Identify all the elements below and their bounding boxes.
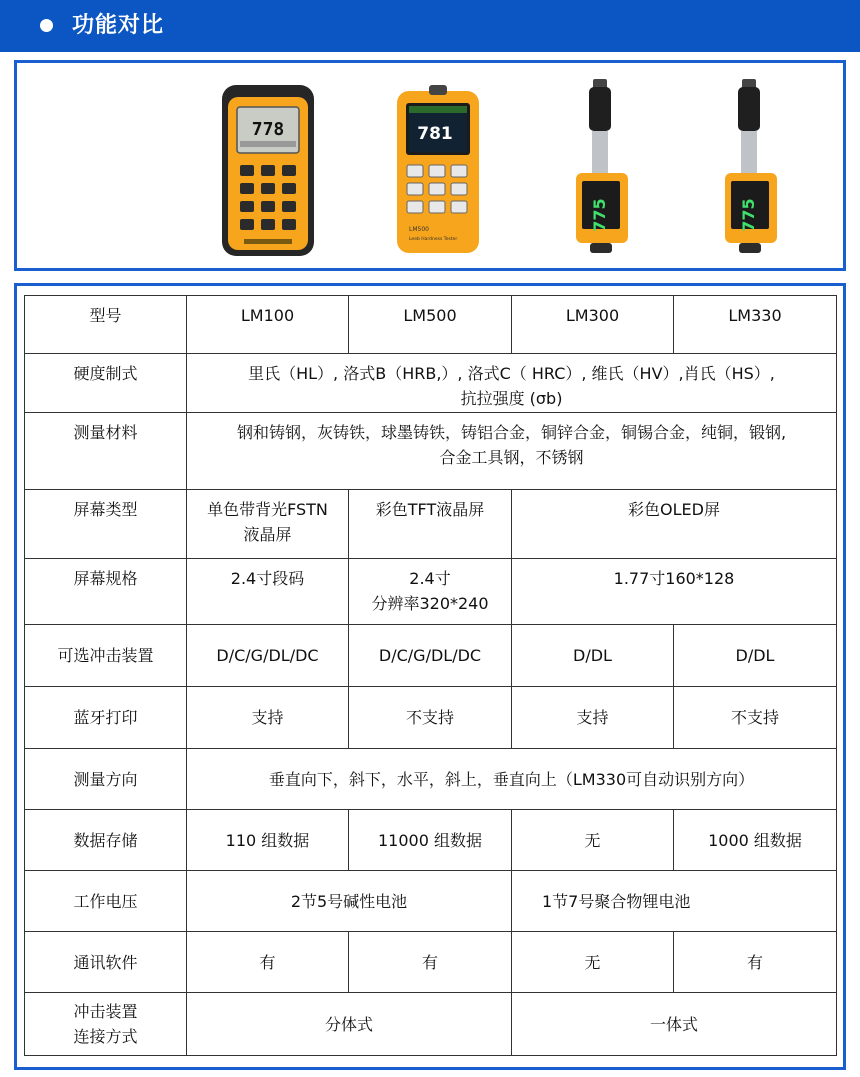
screen-type-cell: 彩色TFT液晶屏 [349, 490, 512, 559]
screen-type-cell: 彩色OLED屏 [512, 490, 837, 559]
direction-cell: 垂直向下，斜下，水平，斜上，垂直向上（LM330可自动识别方向） [187, 749, 837, 810]
screen-spec-cell [349, 559, 512, 625]
row-label-bluetooth: 蓝牙打印 [25, 687, 187, 749]
bluetooth-cell: 支持 [187, 687, 349, 749]
lm100-screen-value: 778 [251, 119, 285, 140]
table-row [25, 490, 837, 559]
row-label-storage: 数据存储 [25, 810, 187, 871]
storage-cell: 110 组数据 [187, 810, 349, 871]
section-header [0, 0, 860, 52]
connection-cell: 分体式 [187, 993, 512, 1056]
voltage-cell: 1节7号聚合物锂电池 [512, 871, 837, 932]
row-label-impact: 可选冲击装置 [25, 625, 187, 687]
connection-cell: 一体式 [512, 993, 837, 1056]
screen-type-cell [187, 490, 349, 559]
bluetooth-cell: 不支持 [349, 687, 512, 749]
product-photo-panel [14, 60, 846, 271]
impact-cell: D/C/G/DL/DC [349, 625, 512, 687]
software-cell: 有 [674, 932, 837, 993]
voltage-cell: 2节5号碱性电池 [187, 871, 512, 932]
screen-spec-cell: 2.4寸段码 [187, 559, 349, 625]
bluetooth-cell: 支持 [512, 687, 674, 749]
row-label-connection [25, 993, 187, 1056]
row-label-screen-spec: 屏幕规格 [25, 559, 187, 625]
table-row [25, 687, 837, 749]
row-label-screen-type: 屏幕类型 [25, 490, 187, 559]
spec-comparison-table [24, 295, 837, 1056]
bluetooth-cell: 不支持 [674, 687, 837, 749]
lm330-device-image [721, 77, 781, 257]
hardness-cell [187, 354, 837, 413]
impact-cell: D/DL [674, 625, 837, 687]
row-label-direction: 测量方向 [25, 749, 187, 810]
lm300-device-image [572, 77, 632, 257]
lm500-label: LM500 [409, 226, 429, 233]
connection-label-line-2: 连接方式 [73, 1027, 138, 1046]
model-cell: LM500 [349, 296, 512, 354]
row-label-material: 测量材料 [25, 413, 187, 490]
screen-spec-cell: 1.77寸160*128 [512, 559, 837, 625]
row-label-software: 通讯软件 [25, 932, 187, 993]
table-row [25, 810, 837, 871]
row-label-model: 型号 [25, 296, 187, 354]
connection-label-line-1: 冲击装置 [73, 1002, 138, 1021]
storage-cell: 11000 组数据 [349, 810, 512, 871]
table-row [25, 625, 837, 687]
lm100-device-image [220, 83, 316, 258]
software-cell: 有 [187, 932, 349, 993]
table-row [25, 993, 837, 1056]
lm500-device-image [395, 85, 481, 255]
screen-spec-line-1: 2.4寸 [409, 569, 451, 588]
model-cell: LM330 [674, 296, 837, 354]
storage-cell: 无 [512, 810, 674, 871]
lm500-sub-label: Leeb Hardness Tester [409, 237, 458, 242]
table-row [25, 871, 837, 932]
material-line-1: 钢和铸钢，灰铸铁，球墨铸铁，铸铝合金，铜锌合金，铜锡合金，纯铜，锻钢, [236, 423, 787, 442]
spec-table-panel [14, 283, 846, 1070]
table-row [25, 559, 837, 625]
bullet-dot-icon [40, 19, 53, 32]
screen-spec-line-2: 分辨率320*240 [371, 594, 489, 613]
model-cell: LM100 [187, 296, 349, 354]
storage-cell: 1000 组数据 [674, 810, 837, 871]
model-cell: LM300 [512, 296, 674, 354]
row-label-voltage: 工作电压 [25, 871, 187, 932]
impact-cell: D/C/G/DL/DC [187, 625, 349, 687]
row-label-hardness: 硬度制式 [25, 354, 187, 413]
screen-type-line-1: 单色带背光FSTN [207, 500, 328, 519]
table-row [25, 413, 837, 490]
table-row [25, 354, 837, 413]
hardness-line-2: 抗拉强度 (σb) [460, 389, 563, 408]
software-cell: 有 [349, 932, 512, 993]
software-cell: 无 [512, 932, 674, 993]
section-title: 功能对比 [72, 13, 165, 38]
table-row [25, 296, 837, 354]
lm300-screen-value: 775 [590, 198, 609, 232]
screen-type-line-2: 液晶屏 [243, 525, 292, 544]
lm500-screen-value: 781 [417, 124, 453, 144]
table-row [25, 932, 837, 993]
impact-cell: D/DL [512, 625, 674, 687]
material-line-2: 合金工具钢，不锈钢 [439, 448, 584, 467]
table-row [25, 749, 837, 810]
hardness-line-1: 里氏（HL）, 洛式B（HRB,）, 洛式C（ HRC）, 维氏（HV）,肖氏（HS）, [248, 364, 775, 383]
lm330-screen-value: 775 [739, 198, 758, 232]
material-cell [187, 413, 837, 490]
